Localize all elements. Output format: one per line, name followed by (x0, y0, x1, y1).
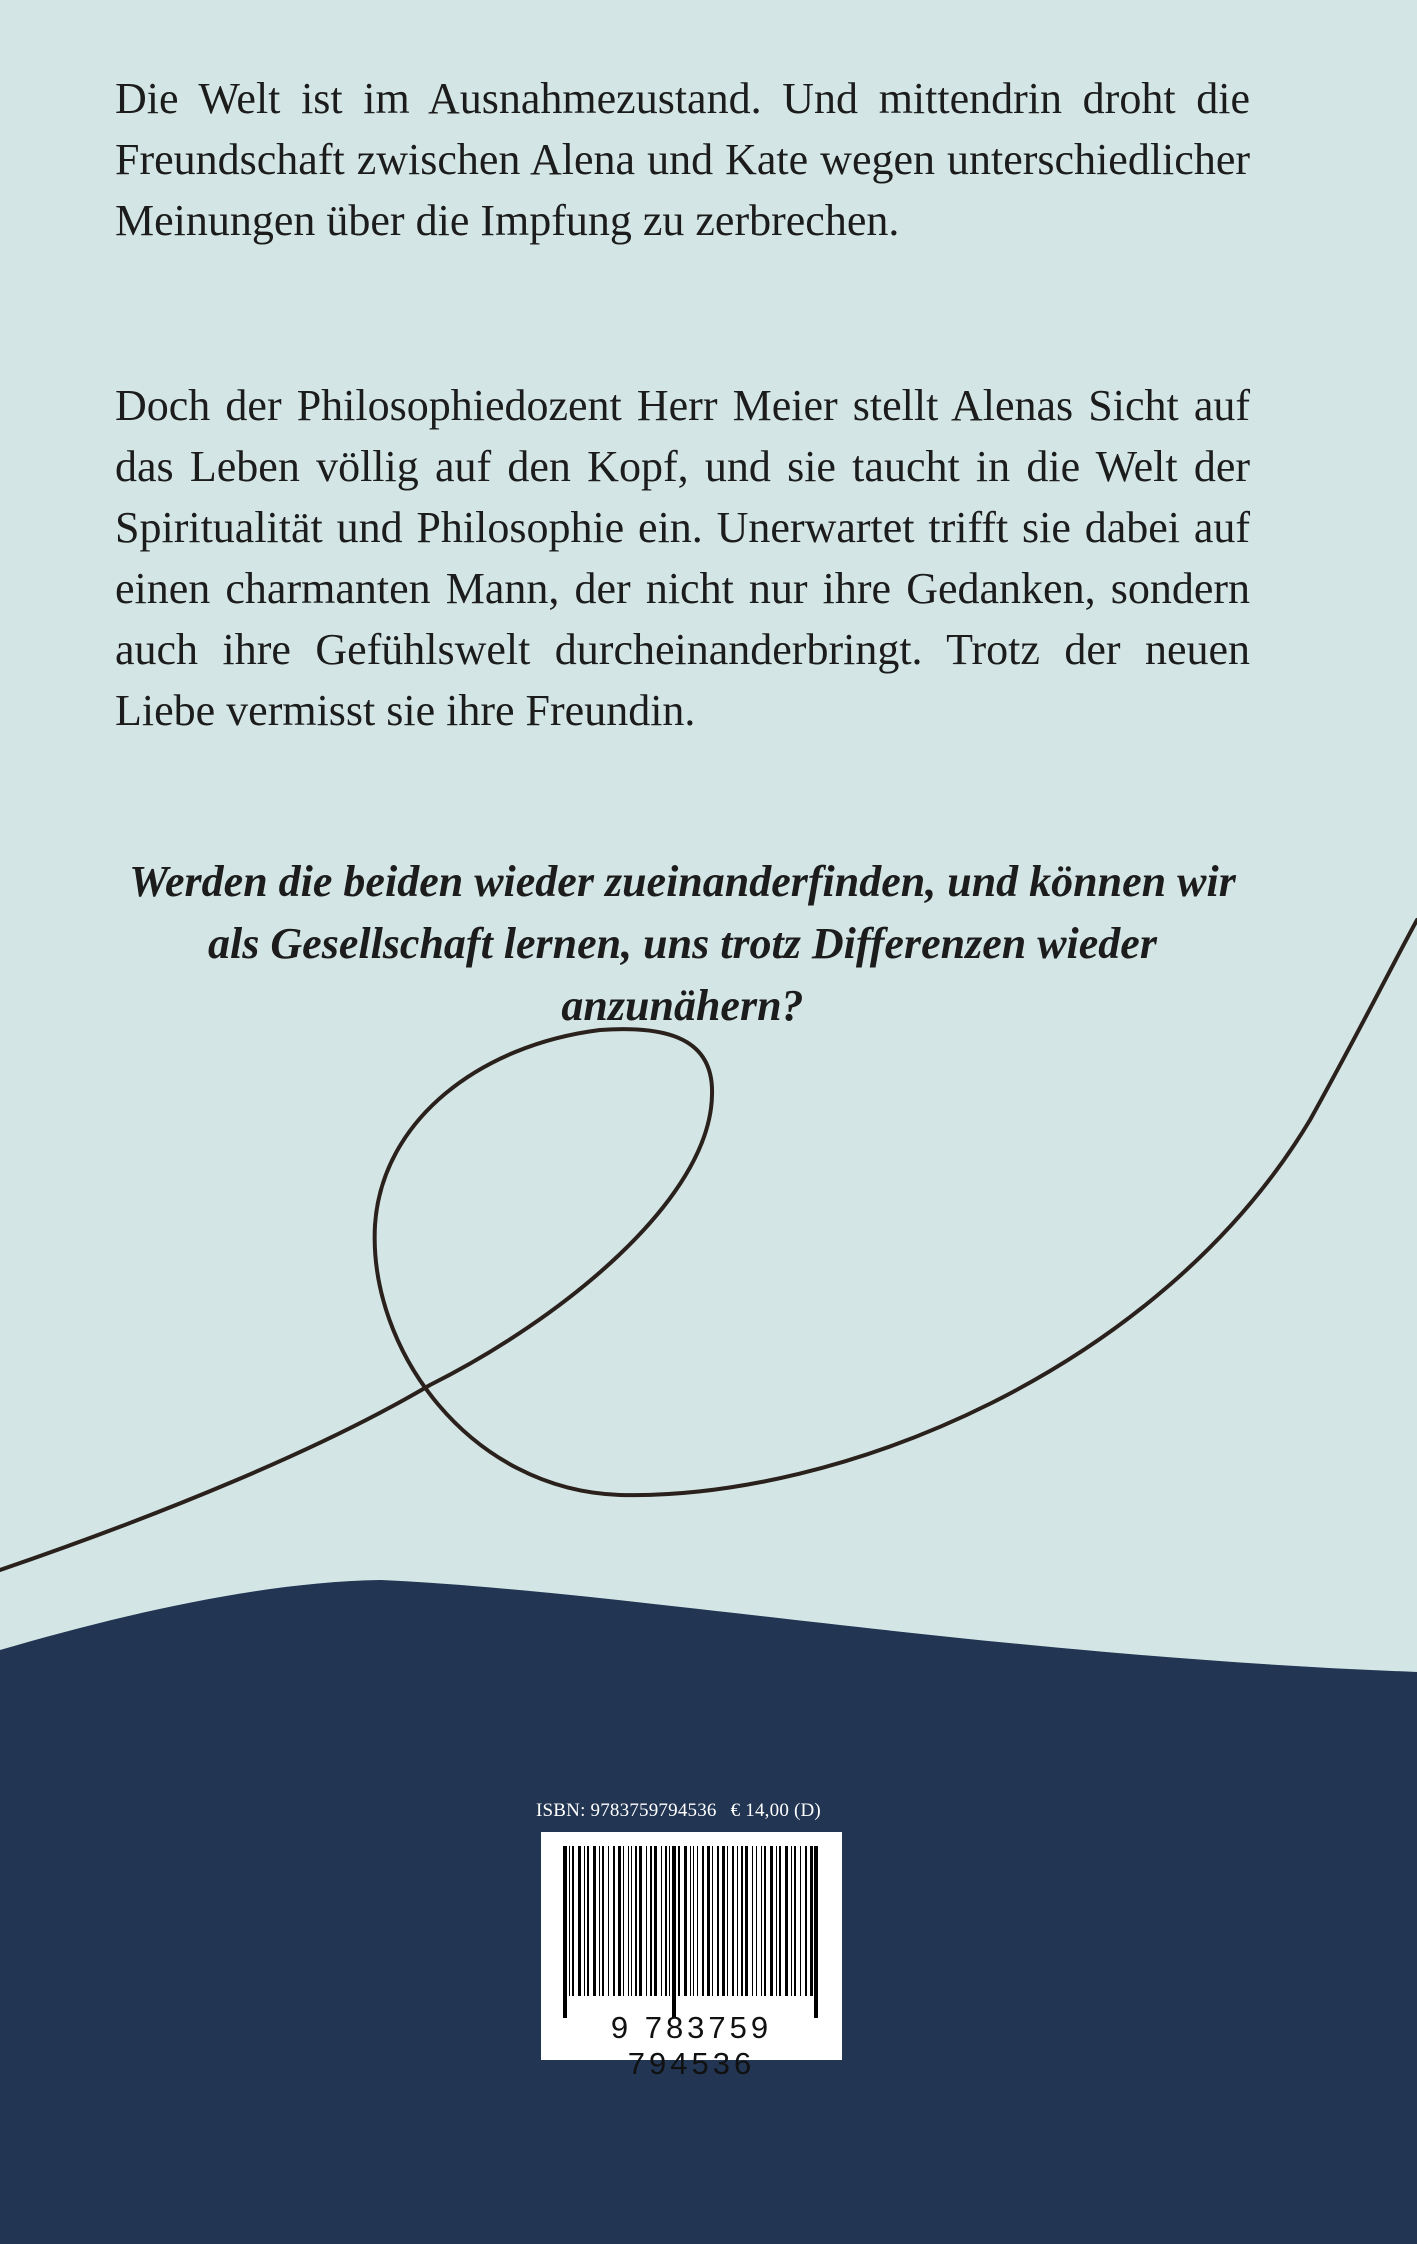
barcode-guard-bar (814, 1846, 816, 2018)
barcode-bar (764, 1846, 766, 1996)
barcode-bar (608, 1846, 609, 1996)
barcode-guard-bar (563, 1846, 565, 2018)
blurb-paragraph-2: Doch der Philosophiedozent Herr Meier stellt Alenas Sicht auf das Leben völlig auf den Kopf, und sie taucht in die Welt der Spiritualität und Philosophie ein. Unerwartet trifft sie dabei auf einen charmanten Mann, der nicht nur ihre Gedanken, sondern auch ihre Gefühlswelt durcheinanderbringt. Trotz der neuen Liebe vermisst sie ihre Freundin. (115, 381, 1250, 735)
barcode-bar (631, 1846, 632, 1996)
barcode-bar (593, 1846, 596, 1996)
barcode-bar (702, 1846, 704, 1996)
barcode-bar (697, 1846, 698, 1996)
barcode-bar (569, 1846, 570, 1996)
barcode-bar (693, 1846, 694, 1996)
barcode-bar (639, 1846, 642, 1996)
barcode-bar (732, 1846, 734, 1996)
barcode-bar (572, 1846, 574, 1996)
isbn-price-line (536, 1800, 835, 1822)
closing-question: Werden die beiden wieder zueinanderfinden, und können wir als Gesellschaft lernen, uns trotz Differenzen wieder anzunähern? (129, 857, 1236, 1030)
barcode-bar (678, 1846, 680, 1996)
barcode-bar (805, 1846, 807, 1996)
barcode-bar (599, 1846, 600, 1996)
barcode-bar (727, 1846, 728, 1996)
barcode-bar (785, 1846, 788, 1996)
barcode-bar (623, 1846, 624, 1996)
barcode-bar (761, 1846, 762, 1996)
barcode-bar (661, 1846, 662, 1996)
barcode-digits: 9 783759 794536 (610, 2010, 773, 2081)
barcode-bar (810, 1846, 813, 1996)
barcode-bar (770, 1846, 773, 1996)
barcode-bar (646, 1846, 647, 1996)
price-text: € 14,00 (D) (730, 1800, 821, 1821)
barcode-bar (650, 1846, 652, 1996)
barcode (541, 1832, 842, 2081)
barcode-bar (684, 1846, 687, 1996)
barcode-bar (665, 1846, 667, 1996)
barcode-bar (635, 1846, 637, 1996)
barcode-bar (628, 1846, 629, 1996)
barcode-bar (707, 1846, 710, 1996)
barcode-bar (745, 1846, 748, 1996)
barcode-bar (722, 1846, 725, 1996)
barcode-bar (712, 1846, 713, 1996)
barcode-bar (654, 1846, 657, 1996)
isbn-text: ISBN: 9783759794536 (536, 1800, 717, 1821)
barcode-bar (717, 1846, 719, 1996)
barcode-bar (602, 1846, 604, 1996)
barcode-guard-bar (674, 1846, 676, 2018)
barcode-bar (737, 1846, 738, 1996)
barcode-bar (791, 1846, 792, 1996)
barcode-bar (779, 1846, 781, 1996)
barcode-bar (584, 1846, 585, 1996)
barcode-bar (741, 1846, 743, 1996)
barcode-bar (776, 1846, 777, 1996)
barcode-bar (578, 1846, 581, 1996)
blurb-paragraph-1: Die Welt ist im Ausnahmezustand. Und mittendrin droht die Freundschaft zwischen Alena und Kate wegen unterschiedlicher Meinungen über die Impfung zu zerbrechen. (115, 74, 1250, 245)
barcode-bar (690, 1846, 691, 1996)
barcode-bar (669, 1846, 670, 1996)
barcode-bar (800, 1846, 801, 1996)
barcode-bar (756, 1846, 757, 1996)
barcode-guard-bar (672, 1846, 674, 2018)
barcode-bar (587, 1846, 589, 1996)
barcode-bar (618, 1846, 621, 1996)
barcode-guard-bar (816, 1846, 818, 2018)
barcode-bar (752, 1846, 753, 1996)
barcode-guard-bar (565, 1846, 567, 2018)
barcode-bar (794, 1846, 796, 1996)
barcode-bar (613, 1846, 615, 1996)
